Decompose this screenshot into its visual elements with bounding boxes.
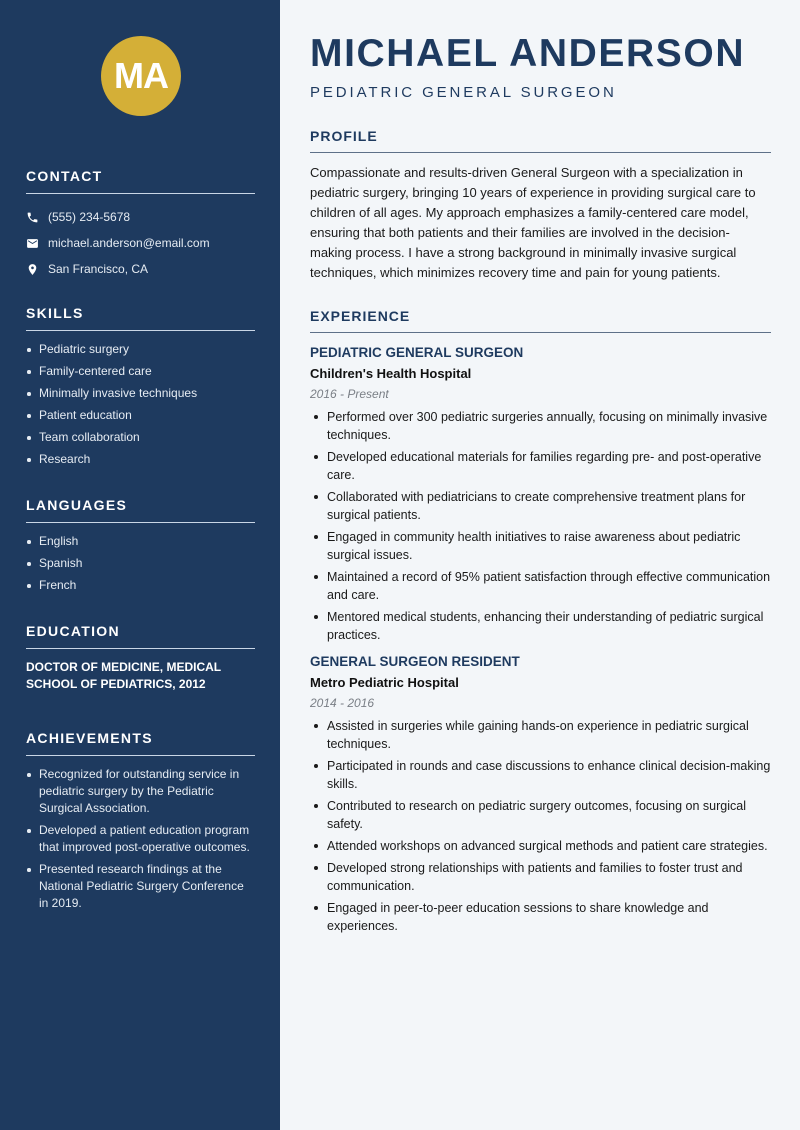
job-bullet: Performed over 300 pediatric surgeries annually, focusing on minimally invasive techniques. [310, 408, 771, 444]
skill-item: Pediatric surgery [26, 341, 255, 358]
profile-section [310, 128, 771, 283]
phone-icon [26, 211, 39, 224]
sidebar [0, 0, 280, 1130]
language-item: English [26, 533, 255, 550]
job-dates: 2014 - 2016 [310, 696, 375, 710]
contact-email [26, 230, 255, 256]
section-title-languages: LANGUAGES [26, 497, 255, 523]
job-bullet: Engaged in peer-to-peer education sessions to share knowledge and experiences. [310, 899, 771, 935]
achievement-item: Developed a patient education program that improved post-operative outcomes. [26, 822, 255, 856]
experience-section [310, 308, 771, 939]
job-bullet: Mentored medical students, enhancing their understanding of pediatric surgical practices. [310, 608, 771, 644]
phone-number: (555) 234-5678 [48, 210, 131, 224]
skills-list [26, 341, 255, 468]
location-text: San Francisco, CA [48, 262, 149, 276]
languages-list [26, 533, 255, 594]
job-bullet: Contributed to research on pediatric surgery outcomes, focusing on surgical safety. [310, 797, 771, 833]
skill-item: Research [26, 451, 255, 468]
job-dates: 2016 - Present [310, 387, 389, 401]
job-title: GENERAL SURGEON RESIDENT [310, 654, 520, 669]
language-item: French [26, 577, 255, 594]
skill-item: Family-centered care [26, 363, 255, 380]
contact-section [26, 168, 255, 282]
job-bullet: Engaged in community health initiatives to raise awareness about pediatric surgical issues. [310, 528, 771, 564]
email-icon [26, 237, 39, 250]
achievements-section [26, 730, 255, 917]
candidate-role: PEDIATRIC GENERAL SURGEON [310, 84, 617, 101]
achievement-item: Recognized for outstanding service in pediatric surgery by the Pediatric Surgical Association. [26, 766, 255, 817]
avatar-initials: MA [114, 55, 168, 96]
skill-item: Patient education [26, 407, 255, 424]
education-section [26, 623, 255, 693]
section-title-education: EDUCATION [26, 623, 255, 649]
section-title-contact: CONTACT [26, 168, 255, 194]
job-company: Children's Health Hospital [310, 366, 472, 381]
job-bullet: Developed educational materials for families regarding pre- and post-operative care. [310, 448, 771, 484]
avatar [101, 36, 181, 116]
language-item: Spanish [26, 555, 255, 572]
skill-item: Minimally invasive techniques [26, 385, 255, 402]
candidate-name: MICHAEL ANDERSON [310, 32, 746, 75]
section-title-skills: SKILLS [26, 305, 255, 331]
job-entry [310, 654, 771, 935]
email-address[interactable]: michael.anderson@email.com [48, 236, 210, 250]
job-bullet: Assisted in surgeries while gaining hands-on experience in pediatric surgical techniques. [310, 717, 771, 753]
contact-phone [26, 204, 255, 230]
location-pin-icon [26, 263, 39, 276]
job-bullet: Attended workshops on advanced surgical methods and patient care strategies. [310, 837, 771, 855]
section-title-profile: PROFILE [310, 128, 771, 153]
job-bullet: Maintained a record of 95% patient satisfaction through effective communication and care. [310, 568, 771, 604]
achievement-item: Presented research findings at the National Pediatric Surgery Conference in 2019. [26, 861, 255, 912]
job-bullet: Collaborated with pediatricians to create comprehensive treatment plans for surgical patients. [310, 488, 771, 524]
job-entry [310, 345, 771, 644]
profile-summary: Compassionate and results-driven General Surgeon with a specialization in pediatric surgery, bringing 10 years of experience in providing surgical care to children of all ages. My approach emphasizes a family-centered care model, ensuring that both patients and their families are involved in the decision-making process. I have a strong background in minimally invasive surgical techniques, which minimizes recovery time and pain for young patients. [310, 165, 756, 280]
contact-location [26, 256, 255, 282]
skills-section [26, 305, 255, 473]
skill-item: Team collaboration [26, 429, 255, 446]
education-entry: DOCTOR OF MEDICINE, MEDICAL SCHOOL OF PEDIATRICS, 2012 [26, 660, 221, 691]
section-title-achievements: ACHIEVEMENTS [26, 730, 255, 756]
job-bullets [310, 717, 771, 935]
job-bullet: Developed strong relationships with patients and families to foster trust and communication. [310, 859, 771, 895]
job-title: PEDIATRIC GENERAL SURGEON [310, 345, 524, 360]
achievements-list [26, 766, 255, 912]
job-bullets [310, 408, 771, 644]
section-title-experience: EXPERIENCE [310, 308, 771, 333]
job-bullet: Participated in rounds and case discussions to enhance clinical decision-making skills. [310, 757, 771, 793]
languages-section [26, 497, 255, 599]
job-company: Metro Pediatric Hospital [310, 675, 459, 690]
